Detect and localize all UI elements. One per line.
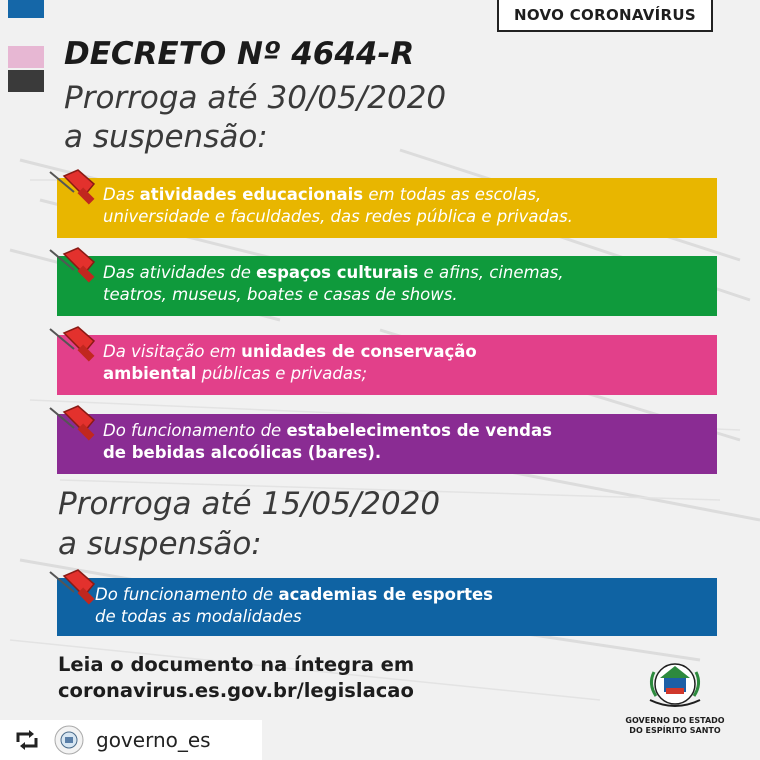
profile-avatar[interactable] <box>54 725 84 755</box>
footer-line-1: Leia o documento na íntegra em <box>58 653 415 676</box>
suspension-item-bars: Do funcionamento de estabelecimentos de vendas de bebidas alcoólicas (bares). <box>57 414 717 474</box>
coat-of-arms-icon <box>620 660 730 712</box>
pushpin-icon <box>44 566 100 612</box>
suspension-item-education: Das atividades educacionais em todas as escolas, universidade e faculdades, das redes pública e privadas. <box>57 178 717 238</box>
pushpin-icon <box>44 166 100 212</box>
government-logo <box>620 660 730 736</box>
extension-heading-1: Prorroga até 30/05/2020 <box>64 80 447 116</box>
topic-tag: NOVO CORONAVÍRUS <box>497 0 713 32</box>
pushpin-icon <box>44 244 100 290</box>
logo-line-1: GOVERNO DO ESTADO <box>625 716 725 725</box>
accent-square-pink <box>8 46 44 68</box>
footer-link[interactable]: coronavirus.es.gov.br/legislacao <box>58 679 414 702</box>
suspension-item-culture: Das atividades de espaços culturais e afins, cinemas, teatros, museus, boates e casas de shows. <box>57 256 717 316</box>
extension-subheading-2: a suspensão: <box>58 526 262 562</box>
logo-line-2: DO ESPÍRITO SANTO <box>629 726 721 735</box>
extension-subheading-1: a suspensão: <box>64 119 268 155</box>
pushpin-icon <box>44 323 100 369</box>
repost-icon[interactable] <box>12 728 42 752</box>
pushpin-icon <box>44 402 100 448</box>
decree-title: DECRETO Nº 4644-R <box>64 36 415 72</box>
suspension-item-conservation: Da visitação em unidades de conservação ambiental públicas e privadas; <box>57 335 717 395</box>
accent-square-dark <box>8 70 44 92</box>
suspension-item-gyms: Do funcionamento de academias de esportes de todas as modalidades <box>57 578 717 636</box>
extension-heading-2: Prorroga até 15/05/2020 <box>58 486 441 522</box>
footer-text <box>58 652 414 704</box>
account-handle[interactable]: governo_es <box>96 728 211 752</box>
corner-accent-block <box>8 0 44 18</box>
repost-bar <box>0 720 262 760</box>
